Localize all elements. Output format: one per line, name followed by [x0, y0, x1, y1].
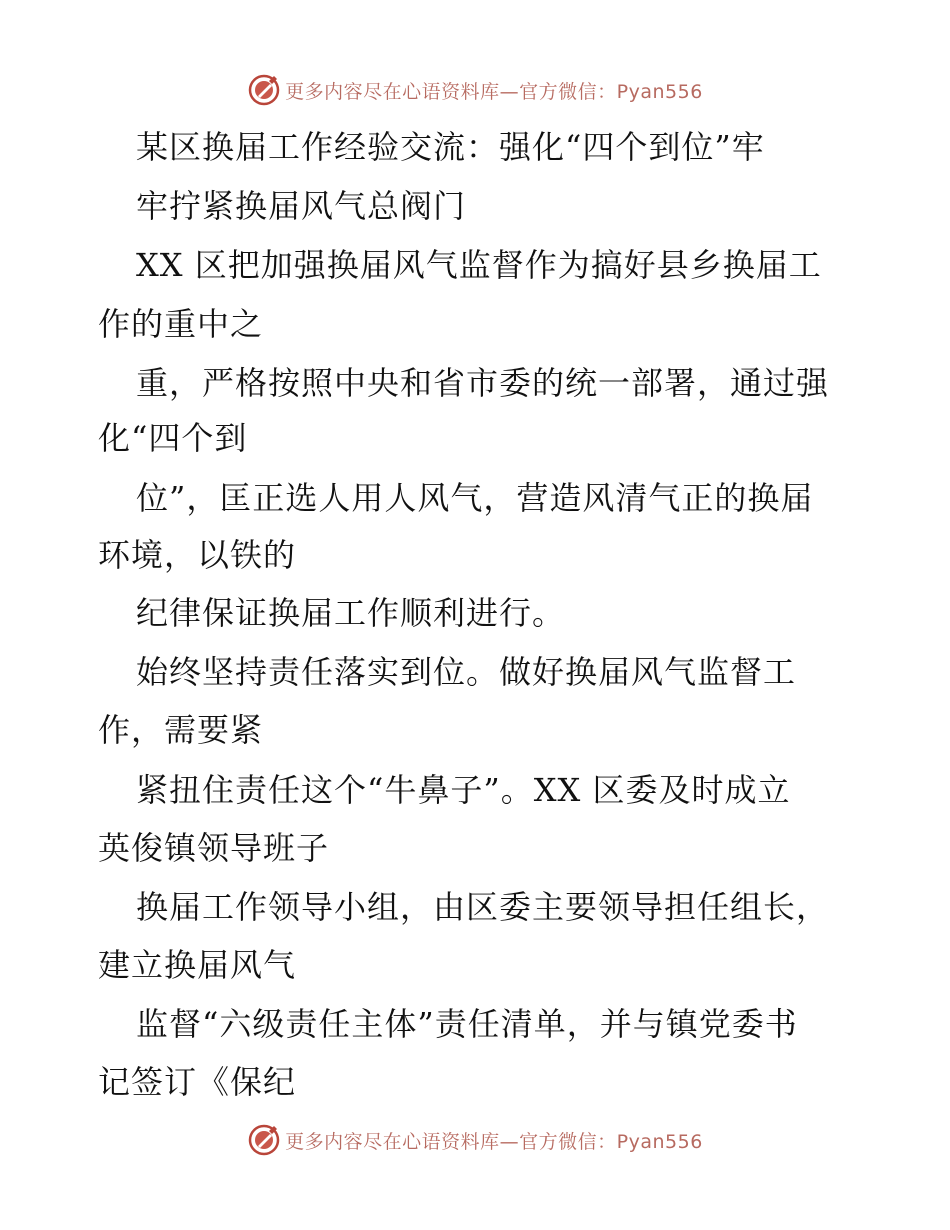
paragraph-line: 换届工作领导小组，由区委主要领导担任组长，	[136, 888, 830, 926]
paragraph-line: 作的重中之	[98, 305, 264, 343]
watermark-footer	[0, 1120, 950, 1160]
paragraph-line: 建立换届风气	[98, 946, 297, 984]
pen-circle-logo-icon	[247, 1123, 281, 1157]
title-line-2: 牢拧紧换届风气总阀门	[136, 187, 467, 225]
watermark-text: 更多内容尽在心语资料库—官方微信：Pyan556	[285, 1130, 703, 1153]
paragraph-line: 纪律保证换届工作顺利进行。	[136, 594, 566, 632]
watermark-header	[0, 70, 950, 110]
paragraph-line: 紧扭住责任这个“牛鼻子”。XX 区委及时成立	[136, 771, 791, 809]
paragraph-line: 监督“六级责任主体”责任清单，并与镇党委书	[136, 1005, 798, 1043]
paragraph-line: 作，需要紧	[98, 711, 264, 749]
paragraph-line: 始终坚持责任落实到位。做好换届风气监督工	[136, 653, 797, 691]
paragraph-line: 英俊镇领导班子	[98, 829, 330, 867]
paragraph-line: 记签订《保纪	[98, 1063, 297, 1101]
pen-circle-logo-icon	[247, 73, 281, 107]
paragraph-line: 化“四个到	[98, 419, 248, 457]
watermark-text: 更多内容尽在心语资料库—官方微信：Pyan556	[285, 80, 703, 103]
paragraph-line: 环境，以铁的	[98, 536, 297, 574]
paragraph-line: 重，严格按照中央和省市委的统一部署，通过强	[136, 364, 830, 402]
title-line-1: 某区换届工作经验交流：强化“四个到位”牢	[136, 128, 765, 166]
paragraph-line: XX 区把加强换届风气监督作为搞好县乡换届工	[136, 246, 822, 284]
paragraph-line: 位”，匡正选人用人风气，营造风清气正的换届	[136, 479, 814, 517]
